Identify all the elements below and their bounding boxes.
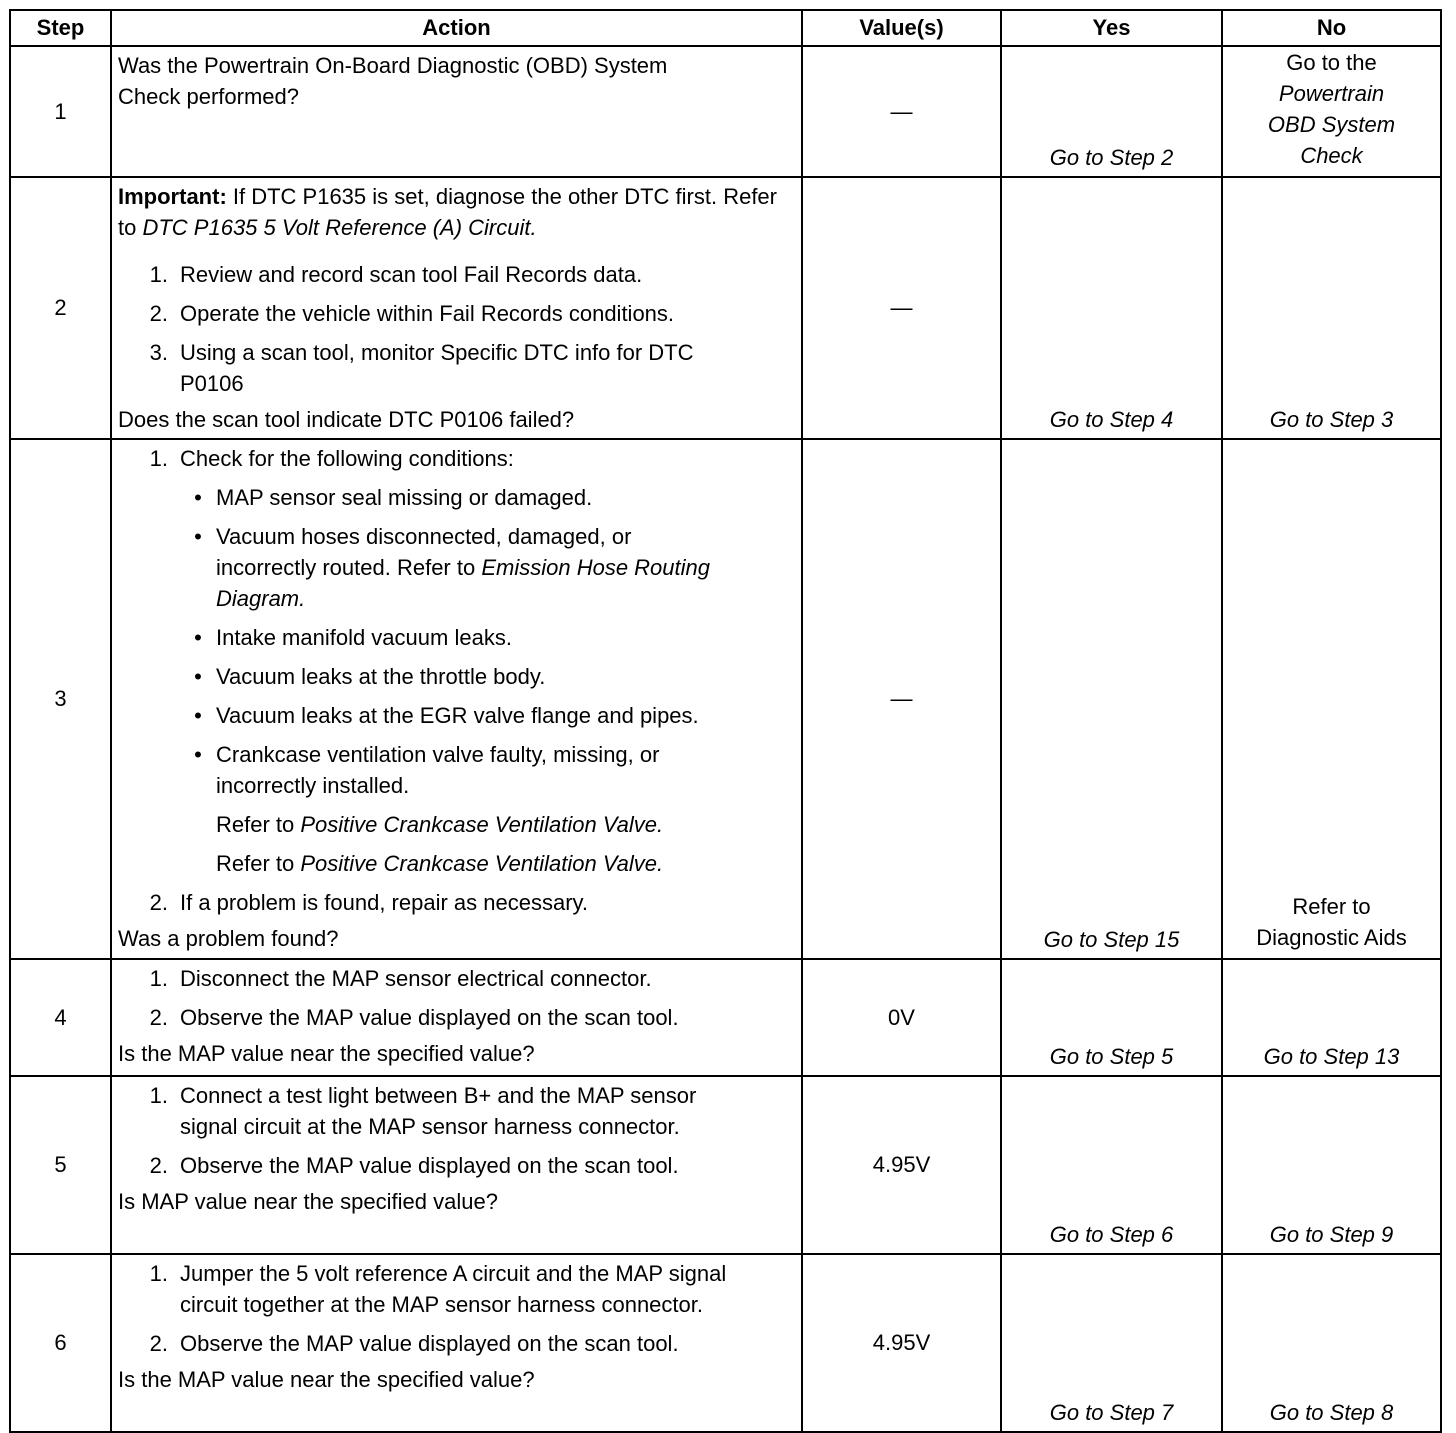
bullet-item: • MAP sensor seal missing or damaged. <box>194 485 593 510</box>
list-item: 2. Observe the MAP value displayed on the scan tool. <box>149 1331 679 1356</box>
header-row <box>10 10 1441 46</box>
action-question: Is the MAP value near the specified value? <box>118 1367 535 1392</box>
bullet-item: • Vacuum leaks at the throttle body. <box>194 664 546 689</box>
action-question: Does the scan tool indicate DTC P0106 failed? <box>118 407 575 432</box>
dash-value: — <box>890 295 913 320</box>
bullet-item: • Intake manifold vacuum leaks. <box>194 625 512 650</box>
no-cell <box>1222 46 1441 177</box>
important-note <box>118 181 791 243</box>
action-cell <box>111 959 802 1076</box>
action-cell <box>111 1254 802 1432</box>
no-cell: Refer to Diagnostic Aids <box>1222 439 1441 959</box>
action-cell <box>111 46 802 177</box>
yes-cell: Go to Step 6 <box>1001 1076 1222 1254</box>
yes-cell: Go to Step 15 <box>1001 439 1222 959</box>
bullet-item: • Vacuum hoses disconnected, damaged, or incorrectly routed. Refer to Emission Hose Routing Diagram. <box>194 524 711 611</box>
value-cell: 0V <box>802 959 1001 1076</box>
value-cell: 4.95V <box>802 1254 1001 1432</box>
yes-cell: Go to Step 7 <box>1001 1254 1222 1432</box>
list-item: 2. Operate the vehicle within Fail Records conditions. <box>149 301 675 326</box>
table-row <box>10 46 1441 177</box>
table-row <box>10 959 1441 1076</box>
list-item: 3. Using a scan tool, monitor Specific DTC info for DTC P0106 <box>149 340 694 396</box>
header-step: Step <box>10 10 111 46</box>
list-item: 2. Observe the MAP value displayed on the scan tool. <box>149 1153 679 1178</box>
dash-value: — <box>890 686 913 711</box>
value-cell <box>802 439 1001 959</box>
refer-line: Refer to Positive Crankcase Ventilation Valve. <box>216 851 664 876</box>
bullet-item: • Crankcase ventilation valve faulty, missing, or incorrectly installed. <box>194 742 660 798</box>
table-row <box>10 439 1441 959</box>
table-row <box>10 177 1441 439</box>
table-row <box>10 1254 1441 1432</box>
no-link: Powertrain OBD System Check <box>1267 81 1396 168</box>
value-cell <box>802 46 1001 177</box>
list-item: 2. If a problem is found, repair as necessary. <box>149 890 589 915</box>
list-item: 1. Review and record scan tool Fail Records data. <box>149 262 643 287</box>
step-number: 1 <box>10 46 111 177</box>
header-values: Value(s) <box>802 10 1001 46</box>
step-number: 4 <box>10 959 111 1076</box>
bullet-item: • Vacuum leaks at the EGR valve flange and pipes. <box>194 703 699 728</box>
value-cell <box>802 177 1001 439</box>
step-number: 6 <box>10 1254 111 1432</box>
no-cell: Go to Step 3 <box>1222 177 1441 439</box>
no-cell: Go to Step 13 <box>1222 959 1441 1076</box>
action-question: Is the MAP value near the specified value? <box>118 1041 535 1066</box>
list-item: 1. Disconnect the MAP sensor electrical connector. <box>149 966 652 991</box>
no-prefix: Go to the <box>1286 50 1377 75</box>
no-cell: Go to Step 8 <box>1222 1254 1441 1432</box>
header-no: No <box>1222 10 1441 46</box>
action-question: Was a problem found? <box>118 926 339 951</box>
dash-value: — <box>890 98 913 124</box>
yes-cell: Go to Step 4 <box>1001 177 1222 439</box>
action-cell <box>111 439 802 959</box>
step-number: 5 <box>10 1076 111 1254</box>
important-ref: DTC P1635 5 Volt Reference (A) Circuit. <box>142 215 537 240</box>
list-item: 1. Check for the following conditions: <box>149 446 514 471</box>
value-cell: 4.95V <box>802 1076 1001 1254</box>
yes-cell: Go to Step 5 <box>1001 959 1222 1076</box>
no-cell: Go to Step 9 <box>1222 1076 1441 1254</box>
step-number: 3 <box>10 439 111 959</box>
list-item: 2. Observe the MAP value displayed on the scan tool. <box>149 1005 679 1030</box>
refer-line: Refer to Positive Crankcase Ventilation Valve. <box>216 812 664 837</box>
yes-cell: Go to Step 2 <box>1001 46 1222 177</box>
header-action: Action <box>111 10 802 46</box>
action-cell <box>111 177 802 439</box>
action-question: Is MAP value near the specified value? <box>118 1189 498 1214</box>
action-question: Was the Powertrain On-Board Diagnostic (OBD) System Check performed? <box>118 53 668 109</box>
list-item: 1. Jumper the 5 volt reference A circuit and the MAP signal circuit together at the MAP sensor harness connector. <box>149 1261 727 1317</box>
important-text: If DTC P1635 is set, diagnose the other DTC first. Refer to <box>118 184 777 240</box>
step-number: 2 <box>10 177 111 439</box>
important-label: Important: <box>118 184 227 209</box>
diagnostic-table <box>9 9 1442 1433</box>
list-item: 1. Connect a test light between B+ and the MAP sensor signal circuit at the MAP sensor harness connector. <box>149 1083 697 1139</box>
table-row <box>10 1076 1441 1254</box>
header-yes: Yes <box>1001 10 1222 46</box>
action-cell <box>111 1076 802 1254</box>
